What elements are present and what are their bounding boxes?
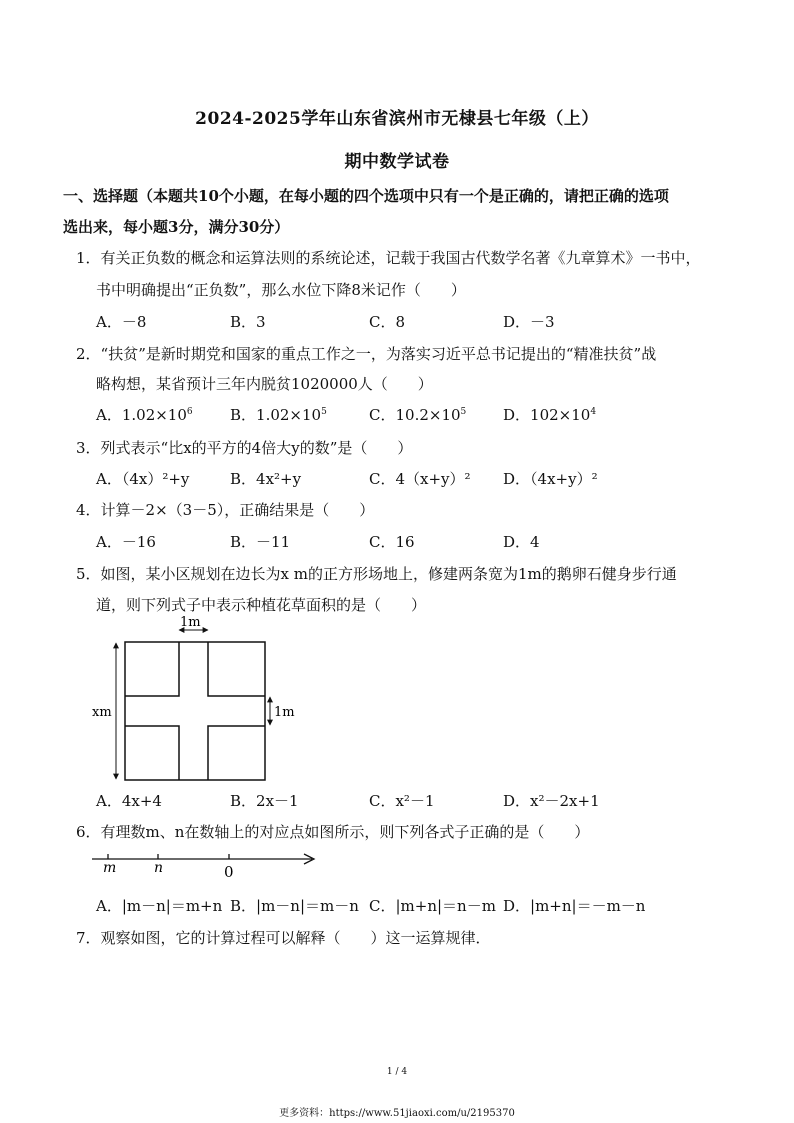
question-6-text: 6．有理数m、n在数轴上的对应点如图所示，则下列各式子正确的是（ ）: [76, 823, 590, 841]
q2-option-b-base: B．1.02×10: [230, 406, 322, 424]
q2-option-c-base: C．10.2×10: [369, 406, 461, 424]
q3-option-d[interactable]: D．（4x+y）²: [503, 470, 598, 488]
q6-option-b[interactable]: B．|m－n|＝m－n: [230, 897, 359, 915]
exam-subtitle: 期中数学试卷: [344, 152, 450, 172]
section-heading-cont: 选出来，每小题3分，满分30分）: [63, 218, 290, 236]
q2-option-a-base: A．1.02×10: [96, 406, 187, 424]
q4-option-c[interactable]: C．16: [369, 533, 415, 551]
page-number: 1 / 4: [386, 1067, 408, 1077]
q3-option-c[interactable]: C．4（x+y）²: [369, 470, 471, 488]
number-line-figure: [90, 848, 320, 882]
question-1-text: 1．有关正负数的概念和运算法则的系统论述，记载于我国古代数学名著《九章算术》一书中，: [76, 249, 701, 267]
label-0: 0: [224, 863, 234, 881]
cross-path: [125, 642, 265, 780]
more-resources-link[interactable]: 更多资料：https://www.51jiaoxi.com/u/2195370: [279, 1108, 515, 1119]
q4-option-d[interactable]: D．4: [503, 533, 540, 551]
label-m: m: [103, 860, 117, 876]
square-field-figure: [88, 612, 308, 784]
q4-option-a[interactable]: A．－16: [96, 533, 156, 551]
q2-option-b-exp: 5: [321, 407, 327, 417]
question-7-text: 7．观察如图，它的计算过程可以解释（ ）这一运算规律．: [76, 929, 491, 947]
q1-option-a[interactable]: A．－8: [96, 313, 147, 331]
left-dimension-label: xm: [92, 705, 112, 720]
q5-option-b[interactable]: B．2x－1: [230, 792, 299, 810]
q2-option-a[interactable]: [96, 404, 193, 425]
field-square: [125, 642, 265, 780]
q1-option-d[interactable]: D．－3: [503, 313, 555, 331]
q6-option-d[interactable]: D．|m+n|＝－m－n: [503, 897, 646, 915]
q5-option-d[interactable]: D．x²－2x+1: [503, 792, 600, 810]
q2-option-b[interactable]: [230, 404, 327, 425]
question-5-text: 5．如图，某小区规划在边长为x m的正方形场地上，修建两条宽为1m的鹅卵石健身步行通: [76, 565, 677, 583]
question-1-text-cont: 书中明确提出“正负数”，那么水位下降8米记作（ ）: [96, 281, 466, 299]
q2-option-d[interactable]: [503, 404, 596, 425]
q1-option-b[interactable]: B．3: [230, 313, 266, 331]
q5-option-c[interactable]: C．x²－1: [369, 792, 435, 810]
q2-option-a-exp: 6: [186, 407, 193, 417]
q1-option-c[interactable]: C．8: [369, 313, 406, 331]
right-dimension-label: 1m: [274, 705, 295, 720]
question-2-text: 2．“扶贫”是新时期党和国家的重点工作之一，为落实习近平总书记提出的“精准扶贫”战: [76, 345, 657, 363]
q2-option-d-exp: 4: [590, 407, 597, 417]
q5-option-a[interactable]: A．4x+4: [96, 792, 162, 810]
q6-option-c[interactable]: C．|m+n|＝n－m: [369, 897, 496, 915]
question-3-text: 3．列式表示“比x的平方的4倍大y的数”是（ ）: [76, 439, 413, 457]
question-4-text: 4．计算－2×（3－5），正确结果是（ ）: [76, 501, 375, 519]
question-5-text-cont: 道，则下列式子中表示种植花草面积的是（ ）: [96, 596, 427, 614]
q3-option-a[interactable]: A．（4x）²+y: [96, 470, 190, 488]
q4-option-b[interactable]: B．－11: [230, 533, 291, 551]
exam-title: 2024-2025学年山东省滨州市无棣县七年级（上）: [195, 109, 599, 129]
q2-option-c-exp: 5: [460, 407, 467, 417]
label-n: n: [154, 860, 164, 876]
section-heading: 一、选择题（本题共10个小题，在每小题的四个选项中只有一个是正确的，请把正确的选项: [63, 187, 669, 205]
q3-option-b[interactable]: B．4x²+y: [230, 470, 302, 488]
question-2-text-cont: 略构想，某省预计三年内脱贫1020000人（ ）: [96, 375, 433, 393]
q2-option-d-base: D．102×10: [503, 406, 591, 424]
q2-option-c[interactable]: [369, 404, 466, 425]
q6-option-a[interactable]: A．|m－n|＝m+n: [96, 897, 223, 915]
top-dimension-label: 1m: [180, 615, 201, 630]
